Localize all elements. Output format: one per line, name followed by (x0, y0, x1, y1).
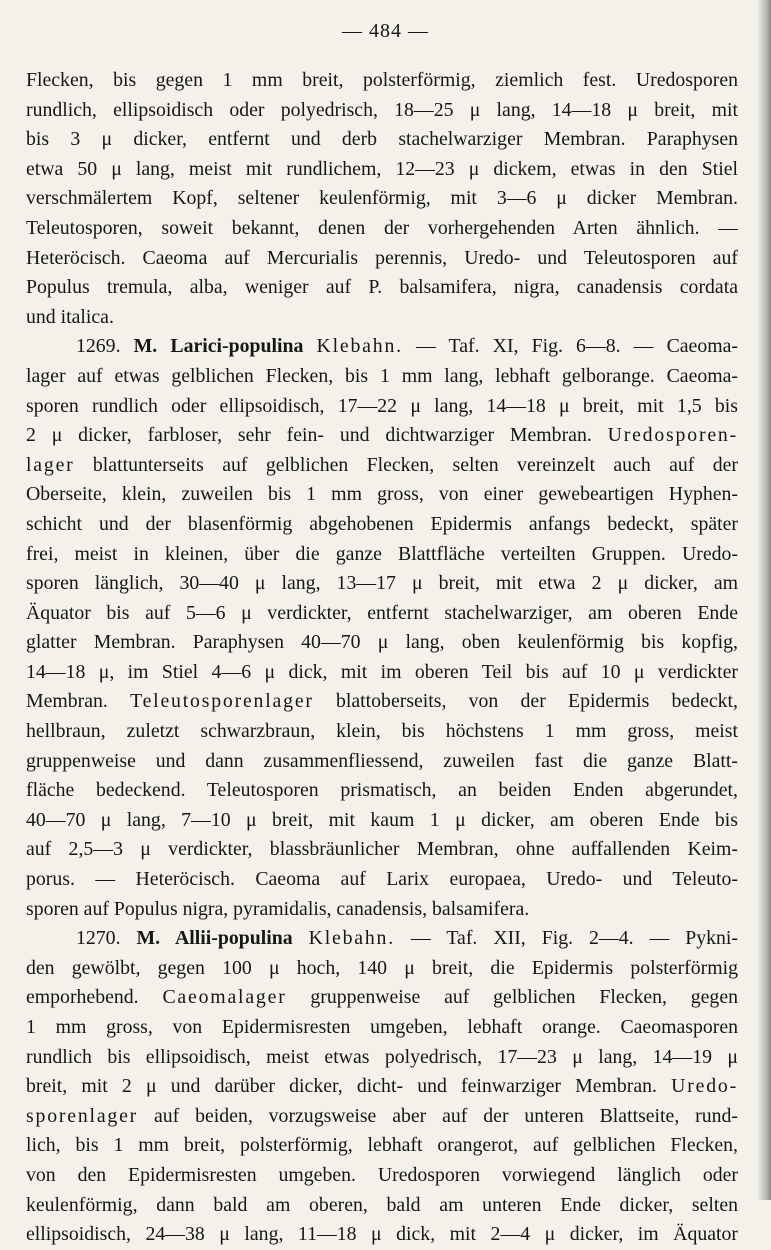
text-line (26, 480, 738, 510)
line-text: Heteröcisch. Caeoma auf Mercurialis perennis, Uredo- und Teleutosporen auf (26, 246, 738, 269)
line-text: Teleutosporen, soweit bekannt, denen der vorhergehenden Arten ähnlich. — (26, 216, 738, 239)
text-line (26, 1191, 738, 1221)
text-line (26, 747, 738, 777)
line-text: glatter Membran. Paraphysen 40—70 μ lang, oben keulenförmig bis kopfig, (26, 631, 738, 654)
line-text: und italica. (26, 305, 114, 328)
text-line (26, 658, 738, 688)
body-text (26, 66, 738, 1250)
line-text: blattoberseits, von der Epidermis bedeckt, (313, 690, 738, 713)
text-line (26, 392, 738, 422)
line-text: fläche bedeckend. Teleutosporen prismatisch, an beiden Enden abgerundet, (26, 779, 738, 802)
text-line (26, 66, 738, 96)
spaced-term: Teleutosporenlager (130, 690, 314, 713)
spaced-term: Uredo- (671, 1075, 738, 1098)
spaced-term: lager (26, 453, 75, 476)
text-line (26, 96, 738, 126)
text-line (26, 895, 738, 925)
text-line (26, 599, 738, 629)
text-line (26, 184, 738, 214)
line-text: gruppenweise auf gelblichen Flecken, gegen (286, 986, 738, 1009)
line-text: Äquator bis auf 5—6 μ verdickter, entfernt stachelwarziger, am oberen Ende (26, 601, 738, 624)
line-text: frei, meist in kleinen, über die ganze Blattfläche verteilten Gruppen. Uredo- (26, 542, 738, 565)
line-text: hellbraun, zuletzt schwarzbraun, klein, bis höchstens 1 mm gross, meist (26, 720, 738, 743)
page-edge-shadow (757, 0, 771, 1200)
line-text: 40—70 μ lang, 7—10 μ breit, mit kaum 1 μ dicker, am oberen Ende bis (26, 808, 738, 831)
text-line (26, 924, 738, 954)
entry-number: 1270. (76, 927, 121, 950)
text-line (26, 569, 738, 599)
line-text: Populus tremula, alba, weniger auf P. balsamifera, nigra, canadensis cordata (26, 276, 738, 299)
text-line (26, 776, 738, 806)
species-name: M. Allii-populina (136, 927, 293, 950)
text-line (26, 1102, 738, 1132)
line-text: ellipsoidisch, 24—38 μ lang, 11—18 μ dick, mit 2—4 μ dicker, im Äquator (26, 1223, 738, 1246)
line-text: Oberseite, klein, zuweilen bis 1 mm gross, von einer gewebeartigen Hyphen- (26, 483, 738, 506)
line-text: lich, bis 1 mm breit, polsterförmig, lebhaft orangerot, auf gelblichen Flecken, (26, 1134, 738, 1157)
text-line (26, 332, 738, 362)
text-line (26, 1131, 738, 1161)
line-text: rundlich bis ellipsoidisch, meist etwas polyedrisch, 17—23 μ lang, 14—19 μ (26, 1045, 738, 1068)
line-text: sporen rundlich oder ellipsoidisch, 17—22 μ lang, 14—18 μ breit, mit 1,5 bis (26, 394, 738, 417)
line-text: 2 μ dicker, farbloser, sehr fein- und dichtwarziger Membran. (26, 424, 592, 447)
line-text: breit, mit 2 μ und darüber dicker, dicht- und feinwarziger Membran. (26, 1075, 657, 1098)
line-text: rundlich, ellipsoidisch oder polyedrisch, 18—25 μ lang, 14—18 μ breit, mit (26, 98, 738, 121)
line-text: Flecken, bis gegen 1 mm breit, polsterförmig, ziemlich fest. Uredosporen (26, 69, 738, 91)
line-text: porus. — Heteröcisch. Caeoma auf Larix europaea, Uredo- und Teleuto- (26, 868, 738, 891)
text-line (26, 421, 738, 451)
line-text: sporen länglich, 30—40 μ lang, 13—17 μ breit, mit etwa 2 μ dicker, am (26, 572, 738, 595)
line-text: auf beiden, vorzugsweise aber auf der unteren Blattseite, rund- (138, 1104, 738, 1127)
text-line (26, 214, 738, 244)
line-text: gruppenweise und dann zusammenfliessend, zuweilen fast die ganze Blatt- (26, 749, 738, 772)
text-line (26, 628, 738, 658)
text-line (26, 983, 738, 1013)
spaced-term: Uredosporen- (607, 424, 738, 447)
page-number: — 484 — (342, 20, 429, 42)
line-text: auf 2,5—3 μ verdickter, blassbräunlicher Membran, ohne auffallenden Keim- (26, 838, 738, 861)
text-line (26, 1043, 738, 1073)
line-text: bis 3 μ dicker, entfernt und derb stachelwarziger Membran. Paraphysen (26, 128, 738, 151)
line-text: sporen auf Populus nigra, pyramidalis, canadensis, balsamifera. (26, 897, 530, 920)
text-line (26, 125, 738, 155)
line-text: den gewölbt, gegen 100 μ hoch, 140 μ breit, die Epidermis polsterförmig (26, 956, 738, 979)
text-line (26, 244, 738, 274)
entry-number: 1269. (76, 335, 121, 358)
text-line (26, 954, 738, 984)
line-text: Membran. (26, 690, 108, 713)
species-name: M. Larici-populina (133, 335, 304, 358)
line-text: blattunterseits auf gelblichen Flecken, selten vereinzelt auch auf der (74, 453, 738, 476)
line-text: 14—18 μ, im Stiel 4—6 μ dick, mit im oberen Teil bis auf 10 μ verdickter (26, 660, 738, 683)
author-name: Klebahn. (316, 335, 403, 358)
text-line (26, 806, 738, 836)
line-text: verschmälertem Kopf, seltener keulenförmig, mit 3—6 μ dicker Membran. (26, 187, 738, 210)
line-text: 1 mm gross, von Epidermisresten umgeben, lebhaft orange. Caeomasporen (26, 1016, 738, 1038)
spaced-term: Caeomalager (162, 986, 287, 1009)
line-text: — Taf. XII, Fig. 2—4. — Pykni- (394, 927, 738, 950)
line-text: etwa 50 μ lang, meist mit rundlichem, 12—23 μ dickem, etwas in den Stiel (26, 157, 738, 180)
line-text: von den Epidermisresten umgeben. Uredosporen vorwiegend länglich oder (26, 1163, 738, 1186)
spaced-term: sporenlager (26, 1104, 139, 1127)
line-text: schicht und der blasenförmig abgehobenen Epidermis anfangs bedeckt, später (26, 512, 738, 535)
text-line (26, 362, 738, 392)
line-text: keulenförmig, dann bald am oberen, bald am unteren Ende dicker, selten (26, 1193, 738, 1216)
line-text: lager auf etwas gelblichen Flecken, bis 1 mm lang, lebhaft gelborange. Caeoma- (26, 364, 738, 387)
line-text: emporhebend. (26, 986, 139, 1009)
text-line (26, 155, 738, 185)
text-line (26, 1013, 738, 1043)
line-text: — Taf. XI, Fig. 6—8. — Caeoma- (402, 335, 738, 358)
text-line (26, 687, 738, 717)
text-line (26, 1161, 738, 1191)
text-line (26, 540, 738, 570)
text-line (26, 303, 738, 333)
text-line (26, 1220, 738, 1250)
text-line (26, 865, 738, 895)
text-line (26, 510, 738, 540)
text-line (26, 451, 738, 481)
author-name: Klebahn. (308, 927, 395, 950)
text-line (26, 273, 738, 303)
text-line (26, 835, 738, 865)
text-line (26, 717, 738, 747)
text-line (26, 1072, 738, 1102)
